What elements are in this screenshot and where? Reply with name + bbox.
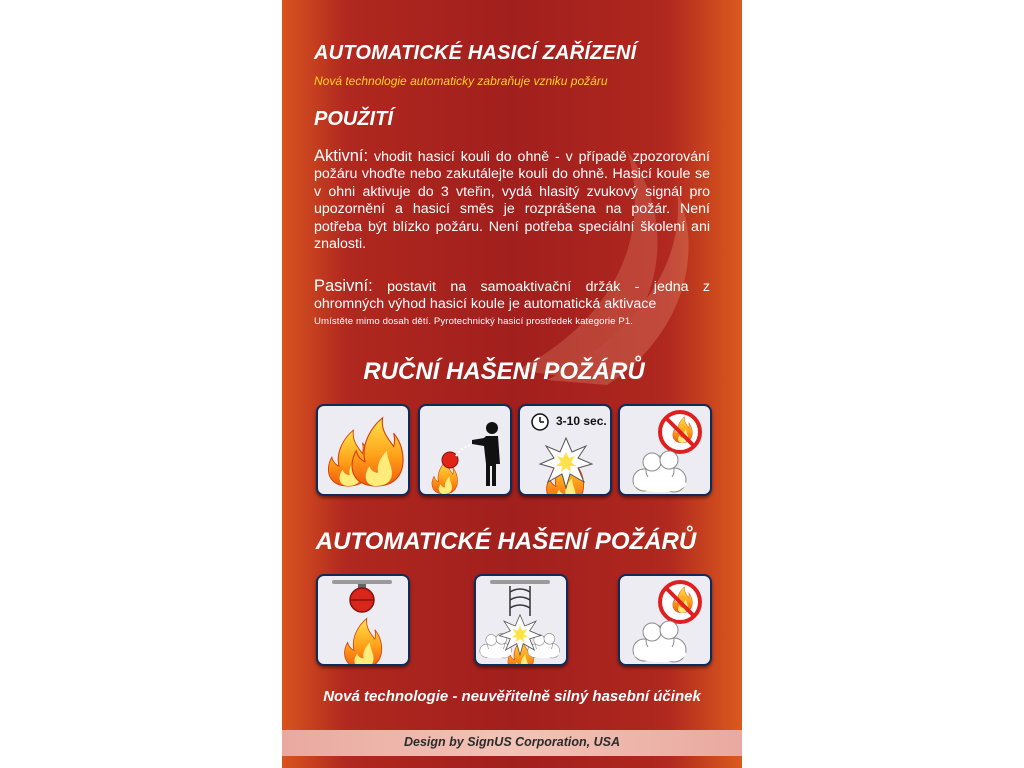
manual-panel-extinguished: [618, 404, 712, 496]
poster: [282, 0, 742, 768]
passive-paragraph: [314, 278, 710, 314]
person-throwing-ball-icon: [420, 406, 510, 494]
manual-panel-fire: [316, 404, 410, 496]
automatic-heading: AUTOMATICKÉ HAŠENÍ POŽÁRŮ: [315, 528, 697, 555]
auto-panel-activation: [474, 574, 568, 666]
active-text: vhodit hasicí kouli do ohně - v případě zpozorování požáru vhoďte nebo zakutálejte kouli do ohně. Hasicí koule se v ohni aktivuje do 3 vteřin, vydá hlasitý zvukový signál pro upozornění a hasicí směs je rozprášena na požár. Není potřeba být blízko požáru. Není potřeba speciální školení ani znalosti.: [314, 149, 710, 253]
extinguished-cloud-icon: [620, 576, 710, 664]
activation-burst-icon: [476, 576, 566, 664]
safety-note: Umístěte mimo dosah dětí. Pyrotechnický hasicí prostředek kategorie P1.: [314, 316, 634, 327]
auto-panel-extinguished: [618, 574, 712, 666]
page-title: AUTOMATICKÉ HASICÍ ZAŘÍZENÍ: [314, 42, 637, 64]
footer-credit: Design by SignUS Corporation, USA: [404, 735, 620, 749]
auto-panel-mounted-ball: [316, 574, 410, 666]
active-paragraph: [314, 148, 710, 253]
manual-panel-timer: [518, 404, 612, 496]
fire-icon: [318, 406, 408, 494]
active-lead: Aktivní:: [314, 147, 369, 165]
manual-heading: RUČNÍ HAŠENÍ POŽÁRŮ: [363, 358, 645, 385]
usage-heading: POUŽITÍ: [314, 108, 393, 130]
manual-panel-throw: [418, 404, 512, 496]
ceiling-ball-icon: [318, 576, 408, 664]
page-subtitle: Nová technologie automaticky zabraňuje vzniku požáru: [314, 74, 608, 88]
passive-lead: Pasivní:: [314, 277, 373, 295]
footer-bar: [282, 730, 742, 756]
passive-text: postavit na samoaktivační držák - jedna z ohromných výhod hasicí koule je automatická aktivace: [314, 279, 710, 313]
timer-label: 3-10 sec.: [556, 414, 607, 428]
extinguished-cloud-icon: [620, 406, 710, 494]
slogan: Nová technologie - neuvěřitelně silný hasební účinek: [323, 688, 701, 705]
